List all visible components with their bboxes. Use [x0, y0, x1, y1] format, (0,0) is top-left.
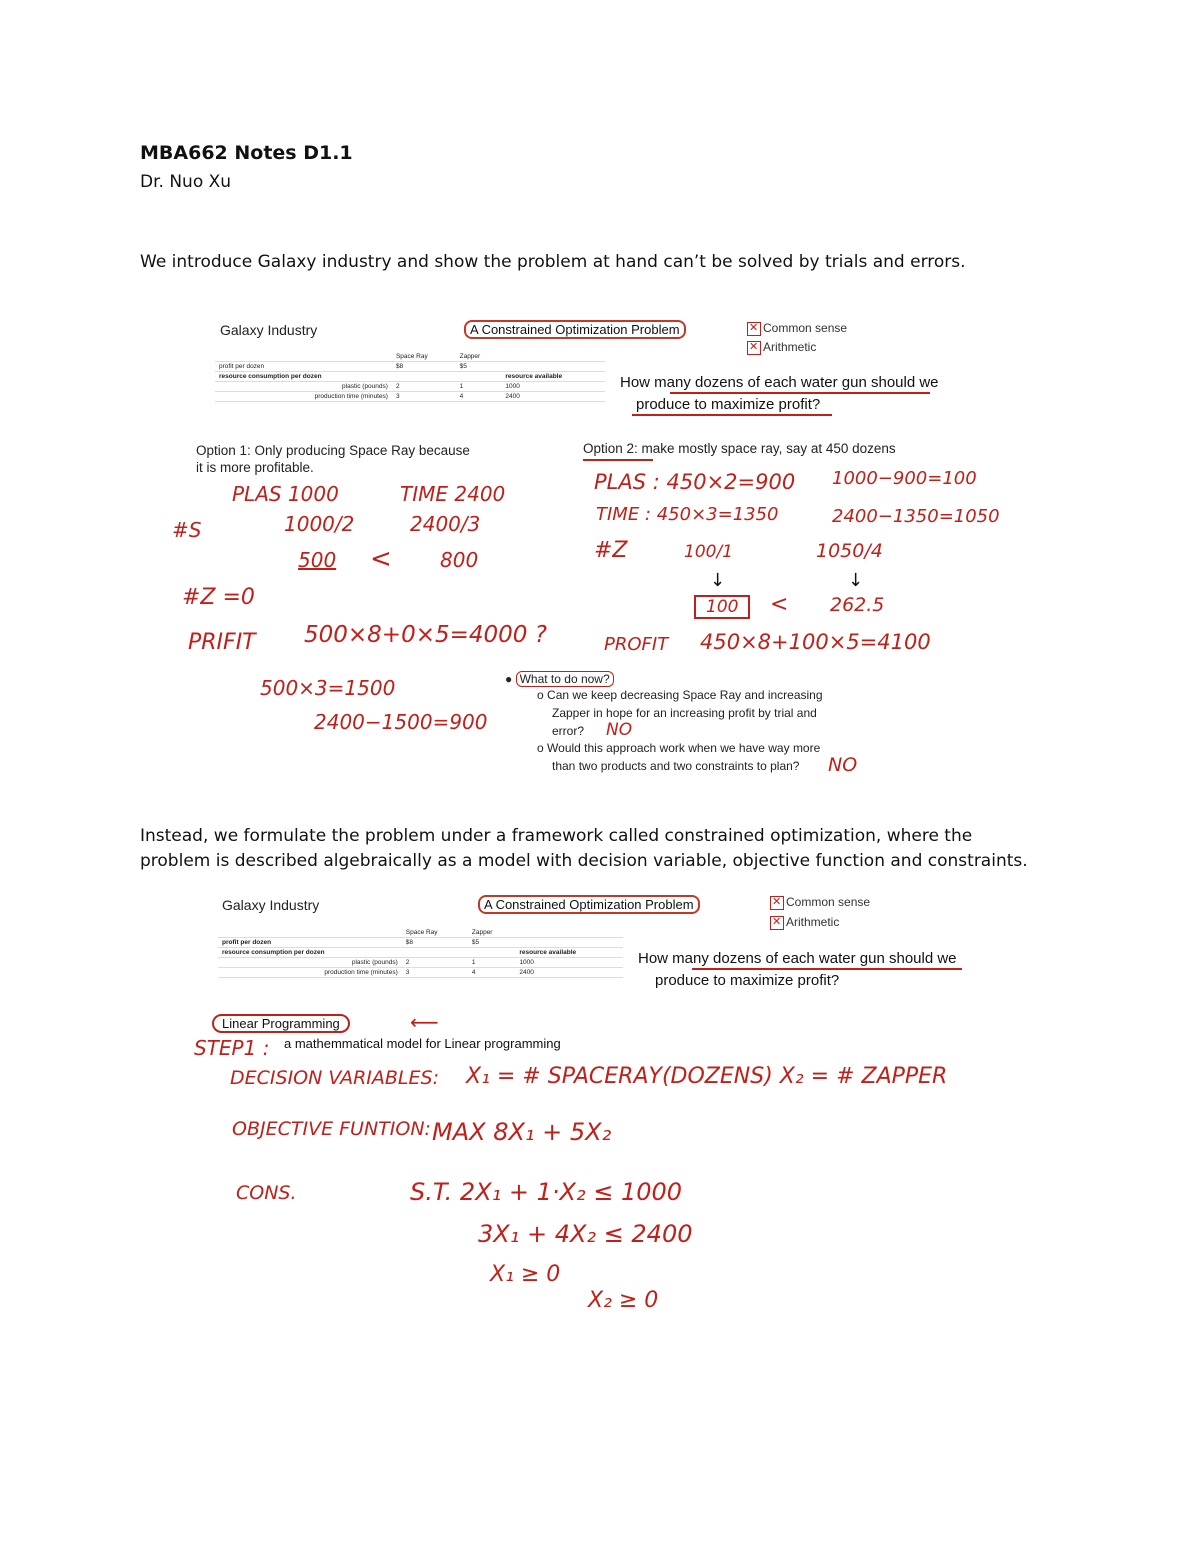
hw-o2-hash-z: #Z — [594, 538, 628, 563]
slide1-question-line1: How many dozens of each water gun should we — [620, 374, 939, 391]
hw-o2-profit-calc: 450×8+100×5=4100 — [700, 630, 931, 654]
hw-hash-z: #Z =0 — [182, 585, 255, 610]
hw-objective-expr: MAX 8X₁ + 5X₂ — [432, 1118, 612, 1146]
left-arrow-icon: ⟵ — [410, 1010, 439, 1034]
sub-bullet-1: o Can we keep decreasing Space Ray and increasing — [537, 688, 823, 702]
slide1-table: Space Ray Zapper profit per dozen $8 $5 resource consumption per dozen resource available plastic (pounds) 2 1 1000 production time (minutes) 3 4 2400 — [215, 352, 605, 402]
circle-bullet-icon: o — [537, 741, 544, 755]
mid-paragraph-line1: Instead, we formulate the problem under a framework called constrained optimization, where the — [140, 826, 973, 846]
slide1-problem-box: A Constrained Optimization Problem — [464, 320, 686, 339]
hw-o2-time: TIME : 450×3=1350 — [596, 504, 779, 525]
author-name: Dr. Nuo Xu — [140, 172, 232, 192]
hw-hash-s: #S — [172, 518, 202, 542]
hw-step1: STEP1 : — [194, 1036, 270, 1060]
hw-profit-calc: 500×8+0×5=4000 ? — [304, 622, 547, 648]
intro-paragraph: We introduce Galaxy industry and show the problem at hand can’t be solved by trials and errors. — [140, 252, 966, 272]
sub-bullet-1-line3: error? — [552, 724, 585, 738]
hw-constraint-1: S.T. 2X₁ + 1·X₂ ≤ 1000 — [410, 1178, 683, 1206]
page-title: MBA662 Notes D1.1 — [140, 142, 353, 164]
option1-line2: it is more profitable. — [196, 460, 314, 475]
hw-time: TIME 2400 — [400, 482, 506, 506]
hw-no-1: NO — [606, 720, 633, 740]
hw-div1: 1000/2 — [284, 512, 355, 536]
sub-bullet-2: o Would this approach work when we have way more — [537, 741, 821, 755]
hw-div2: 2400/3 — [410, 512, 481, 536]
crossed-checkbox-icon — [747, 341, 761, 355]
underline-mark — [670, 392, 930, 394]
slide2-question-line1: How many dozens of each water gun should we — [638, 950, 957, 967]
hw-constraint-3: X₁ ≥ 0 — [490, 1262, 561, 1287]
hw-constraint-4: X₂ ≥ 0 — [588, 1288, 659, 1313]
hw-less-than: < — [370, 544, 392, 574]
crossed-checkbox-icon — [770, 896, 784, 910]
option2-text: Option 2: make mostly space ray, say at 450 dozens — [583, 441, 896, 456]
underline-mark — [632, 414, 832, 416]
slide2-checkbox-common-sense: ✕ Common sense — [770, 895, 870, 910]
hw-o2-boxed-100: 100 — [694, 595, 750, 619]
sub-bullet-2-line2: than two products and two constraints to plan? — [552, 759, 800, 773]
hw-plas: PLAS 1000 — [232, 482, 339, 506]
underline-mark — [583, 459, 653, 461]
bullet-icon: ● — [505, 672, 513, 686]
mid-paragraph-line2: problem is described algebraically as a model with decision variable, objective function and constraints. — [140, 851, 1028, 871]
hw-o2-time-rem: 2400−1350=1050 — [832, 506, 1000, 527]
hw-500: 500 — [298, 548, 337, 572]
hw-cons-label: CONS. — [236, 1182, 297, 1204]
hw-decision-vars: X₁ = # SPACERAY(DOZENS) X₂ = # ZAPPER — [466, 1064, 948, 1089]
hw-constraint-2: 3X₁ + 4X₂ ≤ 2400 — [478, 1220, 693, 1248]
slide2-title: Galaxy Industry — [222, 897, 320, 913]
underline-mark — [692, 968, 962, 970]
bullet-what-to-do: ● What to do now? — [505, 670, 614, 688]
hw-calc2: 500×3=1500 — [260, 676, 396, 700]
hw-calc3: 2400−1500=900 — [314, 710, 488, 734]
step1-text: a mathemmatical model for Linear programming — [284, 1036, 561, 1051]
hw-o2-plas-rem: 1000−900=100 — [832, 468, 977, 489]
hw-objective-label: OBJECTIVE FUNTION: — [232, 1118, 431, 1140]
slide2-problem-box: A Constrained Optimization Problem — [478, 895, 700, 914]
hw-o2-profit: PROFIT — [604, 634, 669, 655]
crossed-checkbox-icon — [770, 916, 784, 930]
hw-o2-div2: 1050/4 — [816, 540, 883, 562]
slide1-checkbox-arithmetic: ✕Arithmetic — [747, 340, 816, 355]
hw-o2-div1: 100/1 — [684, 542, 733, 562]
down-arrow-icon: ↓ — [710, 570, 726, 591]
crossed-checkbox-icon — [747, 322, 761, 336]
lp-label: Linear Programming — [212, 1014, 350, 1033]
slide1-checkbox-common-sense: ✕ Common sense — [747, 321, 847, 336]
hw-no-2: NO — [828, 754, 858, 776]
down-arrow-icon: ↓ — [848, 570, 864, 591]
slide2-table: Space Ray Zapper profit per dozen $8 $5 resource consumption per dozen resource available plastic (pounds) 2 1 1000 production time (minutes) 3 4 2400 — [218, 928, 623, 978]
hw-o2-2625: 262.5 — [830, 594, 885, 616]
hw-decision-label: DECISION VARIABLES: — [230, 1067, 439, 1089]
slide1-title: Galaxy Industry — [220, 322, 318, 338]
hw-o2-plas: PLAS : 450×2=900 — [594, 470, 796, 494]
slide1-question-line2: produce to maximize profit? — [636, 396, 821, 413]
hw-800: 800 — [440, 548, 479, 572]
hw-profit: PRIFIT — [188, 630, 256, 655]
circle-bullet-icon: o — [537, 688, 544, 702]
sub-bullet-1-line2: Zapper in hope for an increasing profit by trial and — [552, 706, 817, 720]
hw-o2-less-than: < — [770, 592, 789, 617]
slide2-checkbox-arithmetic: ✕Arithmetic — [770, 915, 839, 930]
option1-line1: Option 1: Only producing Space Ray because — [196, 443, 470, 458]
slide2-question-line2: produce to maximize profit? — [655, 972, 840, 989]
